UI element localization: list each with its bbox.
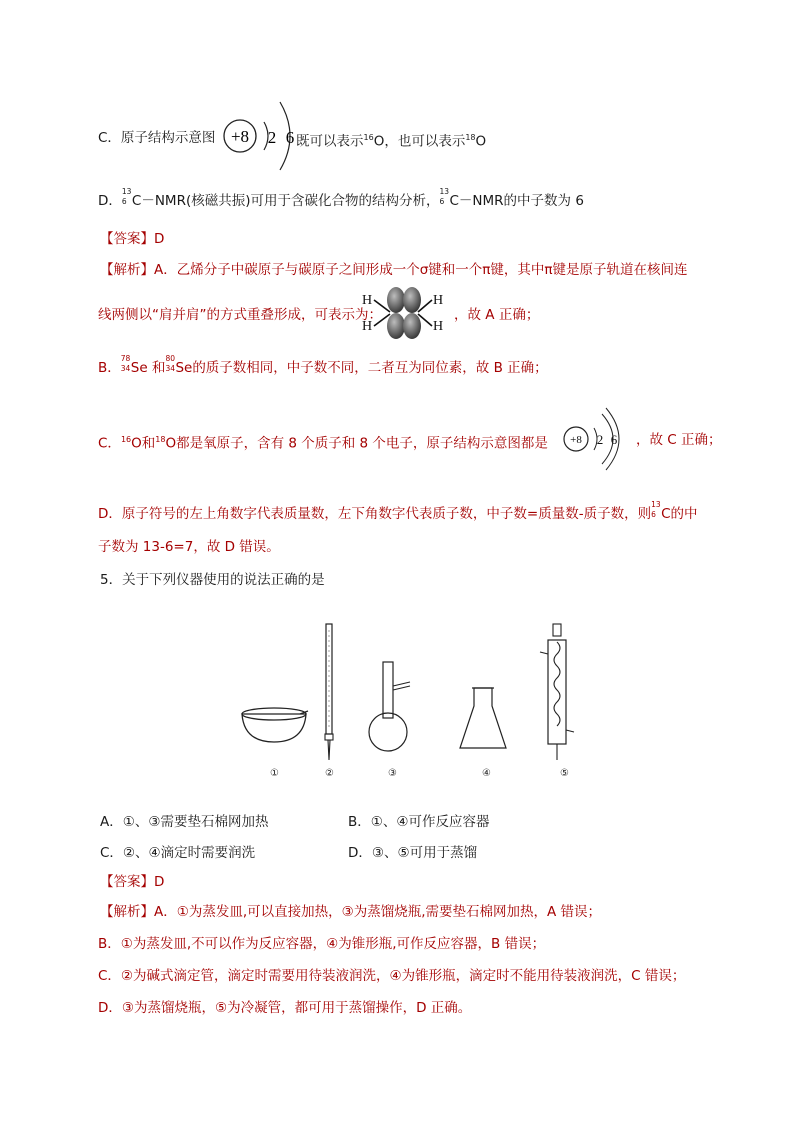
instrument-label-1: ① bbox=[270, 768, 279, 779]
svg-text:6: 6 bbox=[610, 432, 618, 447]
option-c-line bbox=[98, 128, 215, 148]
shell-2-count: 6 bbox=[285, 128, 295, 147]
option-c: C．②、④滴定时需要润洗 bbox=[100, 845, 256, 861]
svg-text:H: H bbox=[362, 319, 373, 334]
option-a: A．①、③需要垫石棉网加热 bbox=[100, 814, 269, 830]
analysis-1-a-line1: 【解析】A．乙烯分子中碳原子与碳原子之间形成一个σ键和一个π键，其中π键是原子轨道在核间连 bbox=[100, 262, 688, 278]
shell-1-count: 2 bbox=[267, 128, 277, 147]
se78-symbol: 78 34 bbox=[120, 354, 131, 373]
analysis-2-b: B．①为蒸发皿,不可以作为反应容器，④为锥形瓶,可作反应容器，B 错误； bbox=[98, 936, 546, 952]
answer-1: 【答案】D bbox=[100, 231, 165, 247]
svg-text:H: H bbox=[433, 319, 444, 334]
nucleus-charge: +8 bbox=[230, 127, 250, 146]
svg-text:+8: +8 bbox=[570, 434, 582, 446]
analysis-1-d-line2: 子数为 13-6=7，故 D 错误。 bbox=[98, 539, 280, 555]
pi-bond-orbital-diagram bbox=[360, 284, 455, 340]
atom-structure-diagram-2 bbox=[560, 402, 636, 476]
analysis-2-d: D．③为蒸馏烧瓶，⑤为冷凝管，都可用于蒸馏操作，D 正确。 bbox=[98, 1000, 472, 1016]
option-b: B．①、④可作反应容器 bbox=[348, 814, 490, 830]
carbon-isotope-symbol-2: 13 6 bbox=[439, 187, 450, 206]
option-c-text: C．原子结构示意图 bbox=[98, 130, 216, 146]
analysis-2-a: 【解析】A．①为蒸发皿,可以直接加热，③为蒸馏烧瓶,需要垫石棉网加热，A 错误； bbox=[100, 904, 602, 920]
instrument-label-3: ③ bbox=[388, 768, 397, 779]
analysis-1-a-line2: 线两侧以“肩并肩”的方式重叠形成，可表示为： bbox=[98, 307, 382, 323]
lab-instruments-figure bbox=[230, 618, 600, 768]
distillation-flask-icon bbox=[369, 662, 410, 751]
burette-icon bbox=[325, 624, 333, 760]
analysis-1-a-line2-end: ，故 A 正确； bbox=[454, 307, 540, 323]
svg-text:H: H bbox=[433, 293, 444, 308]
se80-symbol: 80 34 bbox=[165, 354, 175, 373]
svg-text:2: 2 bbox=[596, 432, 604, 447]
analysis-2-c: C．②为碱式滴定管，滴定时需要用待装液润洗，④为锥形瓶，滴定时不能用待装液润洗，C 错误； bbox=[98, 968, 686, 984]
svg-text:H: H bbox=[362, 293, 373, 308]
answer-2: 【答案】D bbox=[100, 874, 165, 890]
conical-flask-icon bbox=[460, 688, 506, 748]
instrument-label-2: ② bbox=[325, 768, 334, 779]
instrument-label-5: ⑤ bbox=[560, 768, 569, 779]
evaporating-dish-icon bbox=[242, 708, 308, 742]
option-c-line-end: 既可以表示$^{16}$O，也可以表示$^{18}$O bbox=[296, 133, 487, 150]
analysis-1-b: B． 78 34 Se 和 80 34 Se的质子数相同，中子数不同，二者互为同位素，故 B 正确； bbox=[98, 354, 548, 376]
analysis-1-c: C．$^{16}$O和$^{18}$O都是氧原子，含有 8 个质子和 8 个电子，原子结构示意图都是 bbox=[98, 435, 548, 452]
analysis-1-c-end: ，故 C 正确； bbox=[636, 432, 722, 448]
carbon-isotope-symbol: 13 6 bbox=[121, 187, 132, 206]
option-d-line: D． 13 6 C－NMR(核磁共振)可用于含碳化合物的结构分析， 13 6 C－NMR的中子数为 6 bbox=[98, 187, 584, 209]
question-5-stem: 5．关于下列仪器使用的说法正确的是 bbox=[100, 572, 325, 588]
instrument-label-4: ④ bbox=[482, 768, 491, 779]
analysis-1-d-line1: D．原子符号的左上角数字代表质量数，左下角数字代表质子数，中子数=质量数-质子数，则 13 6 C的中 bbox=[98, 500, 698, 522]
option-d: D．③、⑤可用于蒸馏 bbox=[348, 845, 478, 861]
atom-structure-diagram-1 bbox=[218, 98, 298, 178]
condenser-icon bbox=[540, 624, 574, 760]
